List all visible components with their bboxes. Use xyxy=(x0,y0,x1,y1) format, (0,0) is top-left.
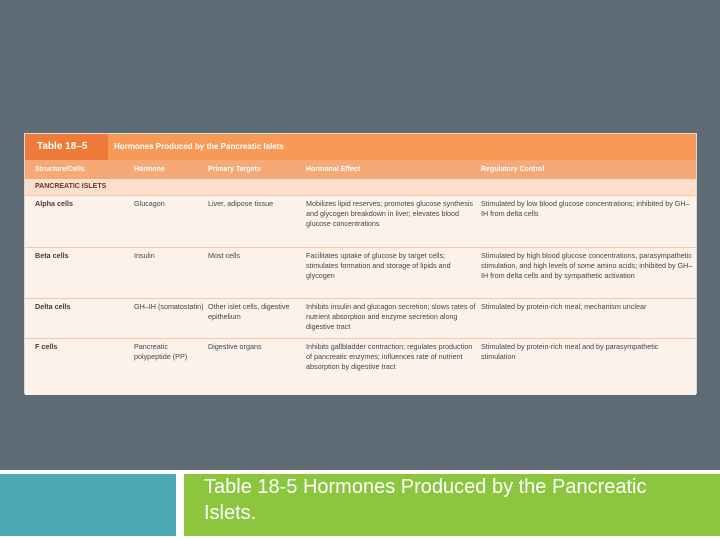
table-row xyxy=(25,195,696,247)
row-effect: Inhibits insulin and glucagon secretion; slows rates of nutrient absorption and enzyme secretion along digestive tract xyxy=(306,302,476,331)
row-targets: Other islet cells, digestive epithelium xyxy=(208,302,290,321)
row-control: Stimulated by protein-rich meal and by parasympathetic stimulation xyxy=(481,342,659,361)
column-header-effect: Hormonal Effect xyxy=(306,166,361,173)
row-structure: Delta cells xyxy=(35,302,71,311)
column-header-structure: Structure/Cells xyxy=(35,166,85,173)
row-structure: Beta cells xyxy=(35,251,69,260)
table-row xyxy=(25,298,696,338)
slide-caption: Table 18-5 Hormones Produced by the Pancreatic Islets. xyxy=(204,476,647,524)
row-targets: Digestive organs xyxy=(208,342,262,351)
row-effect: Mobilizes lipid reserves; promotes glucose synthesis and glycogen breakdown in liver; elevates blood glucose concentrations xyxy=(306,199,473,228)
row-hormone: Pancreatic polypeptide (PP) xyxy=(134,342,188,361)
row-targets: Most cells xyxy=(208,251,240,260)
table-row xyxy=(25,247,696,298)
column-header-hormone: Hormone xyxy=(134,166,165,173)
row-control: Stimulated by protein-rich meal; mechanism unclear xyxy=(481,302,647,311)
row-hormone: Insulin xyxy=(134,251,155,260)
section-heading: PANCREATIC ISLETS xyxy=(25,179,696,195)
row-structure: F cells xyxy=(35,342,58,351)
table-number: Table 18–5 xyxy=(25,134,108,160)
row-control: Stimulated by low blood glucose concentrations; inhibited by GH–IH from delta cells xyxy=(481,199,690,218)
row-control: Stimulated by high blood glucose concentrations, parasympathetic stimulation, and high levels of some amino acids; inhibited by GH–IH from delta cells and by sympathetic activation xyxy=(481,251,693,280)
row-structure: Alpha cells xyxy=(35,199,73,208)
footer-accent-blue xyxy=(0,474,176,536)
row-hormone: Glucagon xyxy=(134,199,165,208)
row-effect: Inhibits gallbladder contraction; regulates production of pancreatic enzymes; influences rate of nutrient absorption by digestive tract xyxy=(306,342,473,371)
table-header-bar xyxy=(25,134,696,160)
hormone-table-image xyxy=(24,133,697,394)
table-title: Hormones Produced by the Pancreatic Islets xyxy=(114,142,284,151)
row-hormone: GH–IH (somatostatin) xyxy=(134,302,204,311)
column-header-targets: Primary Targets xyxy=(208,166,261,173)
table-row xyxy=(25,338,696,395)
column-header-row xyxy=(25,160,696,179)
row-targets: Liver, adipose tissue xyxy=(208,199,274,208)
column-header-control: Regulatory Control xyxy=(481,166,545,173)
row-effect: Facilitates uptake of glucose by target cells; stimulates formation and storage of lipids and glycogen xyxy=(306,251,451,280)
